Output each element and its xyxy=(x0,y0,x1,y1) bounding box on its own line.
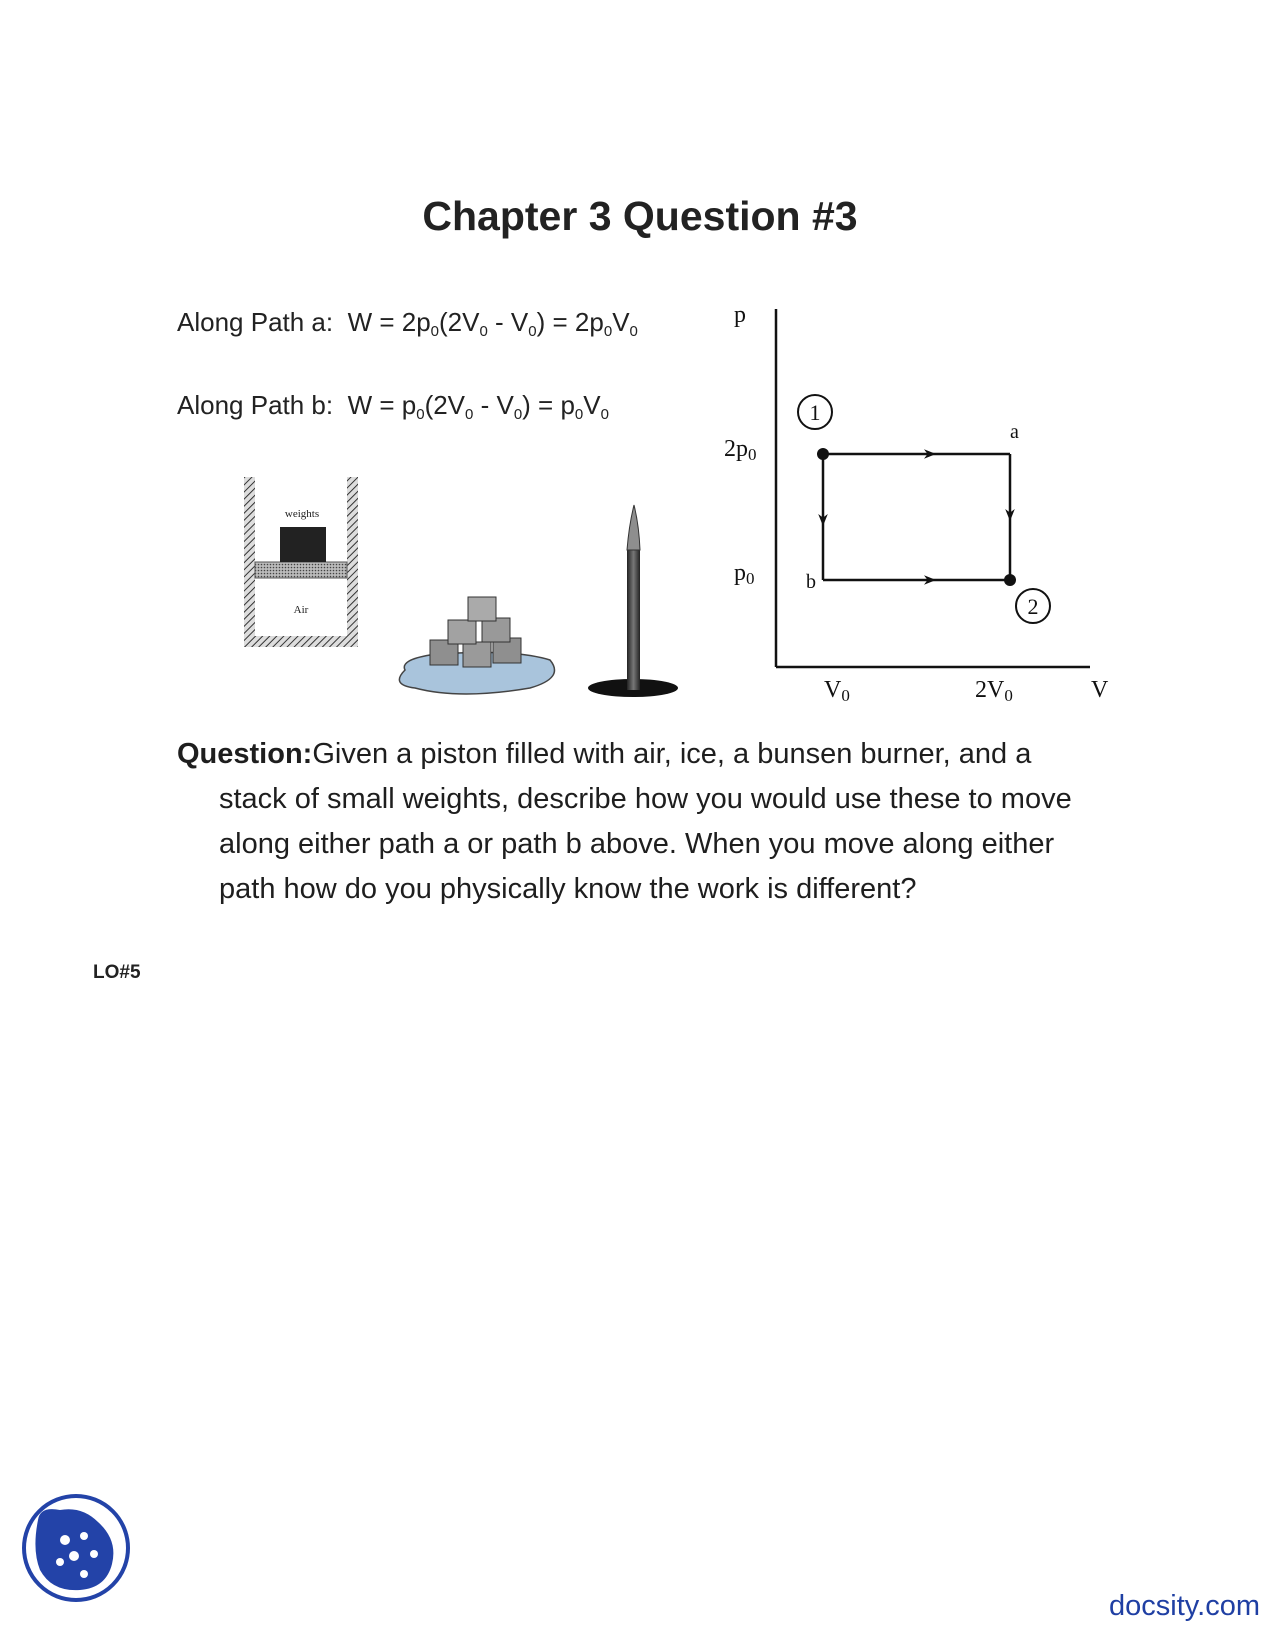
ice-cubes-icon xyxy=(399,597,554,694)
eq-part: (2V xyxy=(439,307,480,337)
eq-part: (2V xyxy=(424,390,466,420)
tick-sub: 0 xyxy=(841,686,850,705)
eq-sub: 0 xyxy=(479,323,488,340)
tick-label-2p0 xyxy=(724,436,757,464)
eq-part: - V xyxy=(473,390,514,420)
tick-text: V xyxy=(824,677,842,703)
eq-sub: 0 xyxy=(430,323,440,340)
eq-sub: 0 xyxy=(603,323,613,340)
eq-sub: 0 xyxy=(629,323,638,340)
pv-diagram xyxy=(720,295,1140,715)
eq-sub: 0 xyxy=(416,406,425,423)
eq-part: W = p xyxy=(347,390,417,420)
eq-part: V xyxy=(612,307,630,337)
tick-sub: 0 xyxy=(746,569,755,588)
eq-sub: 0 xyxy=(574,406,584,423)
weight-block xyxy=(280,527,326,562)
question-label: Question: xyxy=(177,738,313,770)
tick-label-p0 xyxy=(734,560,755,588)
tick-label-2v0 xyxy=(975,677,1013,705)
eq-part: - V xyxy=(487,307,529,337)
path-a-equation xyxy=(177,307,638,340)
question-line: path how do you physically know the work is different? xyxy=(219,873,917,905)
eq-sub: 0 xyxy=(600,406,609,423)
piston-cylinder xyxy=(244,477,358,647)
tick-label-v0 xyxy=(824,677,850,705)
eq-sub: 0 xyxy=(528,323,537,340)
state-1-label: 1 xyxy=(809,400,821,425)
bunsen-burner-icon xyxy=(588,505,678,697)
tick-text: 2p xyxy=(724,436,748,462)
tick-sub: 0 xyxy=(1004,686,1013,705)
path-a-label: a xyxy=(1010,421,1019,443)
learning-objective-label: LO#5 xyxy=(93,962,141,983)
path-b-label: b xyxy=(806,571,816,593)
page-title: Chapter 3 Question #3 xyxy=(422,193,858,239)
eq-part: ) = p xyxy=(522,390,575,420)
state-2-marker xyxy=(1016,589,1050,623)
tick-sub: 0 xyxy=(748,445,757,464)
apparatus-illustration xyxy=(230,470,690,710)
x-axis-label: V xyxy=(1091,677,1109,703)
eq-part: V xyxy=(583,390,601,420)
question-line: along either path a or path b above. When you move along either xyxy=(219,828,1055,860)
eq-sub: 0 xyxy=(513,406,523,423)
piston-plate xyxy=(255,562,347,578)
eq-part: ) = 2p xyxy=(536,307,604,337)
eq-part: W = 2p xyxy=(347,307,431,337)
path-a-label: Along Path a: xyxy=(177,307,334,337)
state-1-point xyxy=(817,448,829,460)
state-2-point xyxy=(1004,574,1016,586)
state-2-label: 2 xyxy=(1027,594,1039,619)
air-label: Air xyxy=(293,604,309,616)
question-text xyxy=(177,732,1187,912)
path-b-equation xyxy=(177,390,609,423)
docsity-logo-icon[interactable] xyxy=(20,1492,132,1604)
question-line: Given a piston filled with air, ice, a bunsen burner, and a xyxy=(312,738,1032,770)
tick-text: p xyxy=(734,560,746,586)
y-axis-label: p xyxy=(734,302,746,328)
question-line: stack of small weights, describe how you would use these to move xyxy=(219,783,1072,815)
docsity-brand-link[interactable]: docsity.com xyxy=(1109,1590,1260,1622)
path-b-label: Along Path b: xyxy=(177,390,334,420)
tick-text: 2V xyxy=(975,677,1005,703)
state-1-marker xyxy=(798,395,832,429)
weights-label: weights xyxy=(284,508,320,520)
eq-sub: 0 xyxy=(465,406,474,423)
